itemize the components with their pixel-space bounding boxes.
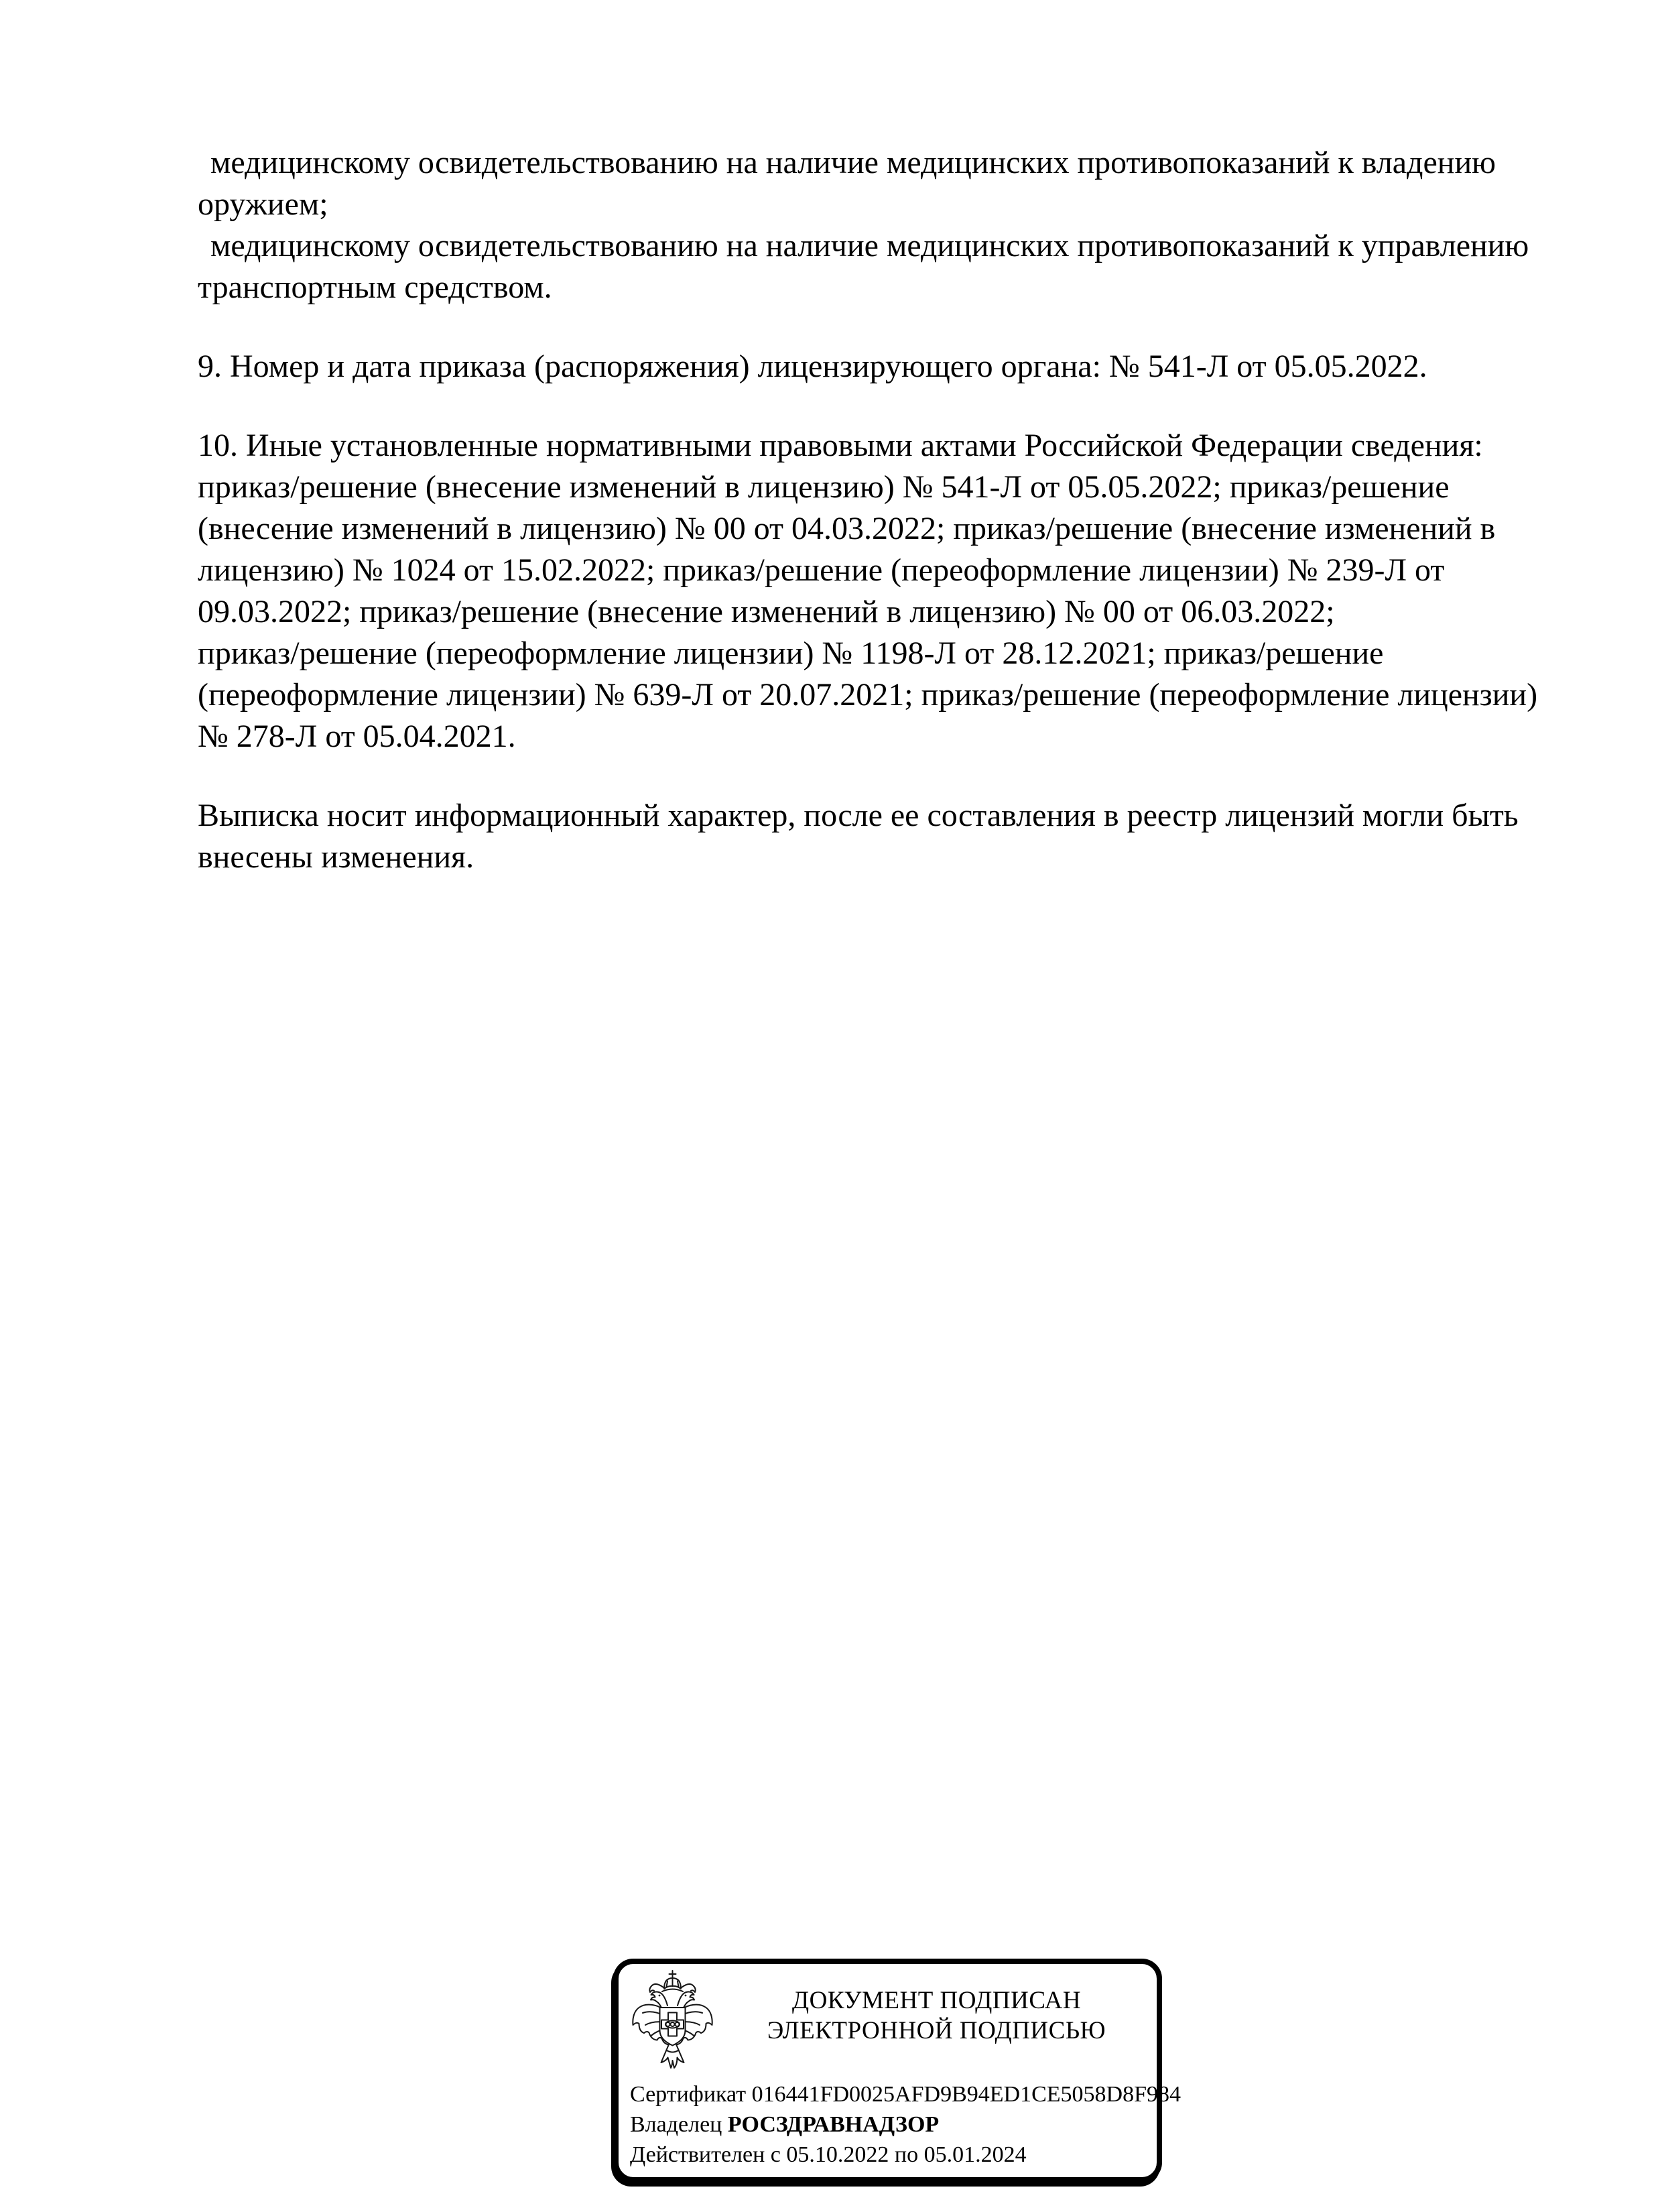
text-line: оружием; <box>198 186 328 222</box>
text-line: 10. Иные установленные нормативными правовыми актами Российской Федерации сведения: <box>198 428 1483 463</box>
certificate-label: Сертификат <box>630 2082 747 2107</box>
certificate-value: 016441FD0025AFD9B94ED1CE5058D8F984 <box>751 2082 1181 2107</box>
validity-row: Действителен с 05.10.2022 по 05.01.2024 <box>630 2142 1027 2167</box>
roszdravnadzor-eagle-icon <box>630 1969 715 2071</box>
stamp-title <box>719 1985 1154 2046</box>
text-line: Выписка носит информационный характер, после ее составления в реестр лицензий могли быть <box>198 798 1519 833</box>
paragraph-item-10 <box>198 425 1582 757</box>
text-line: внесены изменения. <box>198 839 474 875</box>
owner-label: Владелец <box>630 2112 722 2137</box>
stamp-title-line2: ЭЛЕКТРОННОЙ ПОДПИСЬЮ <box>767 2017 1106 2044</box>
text-line: 9. Номер и дата приказа (распоряжения) лицензирующего органа: № 541-Л от 05.05.2022. <box>198 349 1427 384</box>
paragraph-informational-note <box>198 795 1582 878</box>
owner-row <box>630 2109 1150 2140</box>
text-line: (переоформление лицензии) № 639-Л от 20.07.2021; приказ/решение (переоформление лицензии) <box>198 677 1538 713</box>
paragraph-item-9 <box>198 346 1582 387</box>
text-line: медицинскому освидетельствованию на наличие медицинских противопоказаний к управлению <box>210 228 1529 263</box>
text-line: № 278-Л от 05.04.2021. <box>198 719 516 754</box>
stamp-title-line1: ДОКУМЕНТ ПОДПИСАН <box>791 1987 1082 2014</box>
text-line: (внесение изменений в лицензию) № 00 от 04.03.2022; приказ/решение (внесение изменений в <box>198 511 1496 546</box>
owner-value: РОСЗДРАВНАДЗОР <box>727 2112 940 2137</box>
document-body <box>198 142 1582 878</box>
certificate-row <box>630 2079 1181 2109</box>
text-line: приказ/решение (внесение изменений в лицензию) № 541-Л от 05.05.2022; приказ/решение <box>198 469 1450 505</box>
text-line: медицинскому освидетельствованию на наличие медицинских противопоказаний к владению <box>210 145 1496 180</box>
text-line: транспортным средством. <box>198 269 552 305</box>
stamp-info <box>630 2079 1181 2170</box>
text-line: лицензию) № 1024 от 15.02.2022; приказ/решение (переоформление лицензии) № 239-Л от <box>198 552 1445 588</box>
paragraph-medical-certifications <box>198 142 1582 308</box>
text-line: 09.03.2022; приказ/решение (внесение изменений в лицензию) № 00 от 06.03.2022; <box>198 594 1335 629</box>
text-line: приказ/решение (переоформление лицензии) № 1198-Л от 28.12.2021; приказ/решение <box>198 635 1384 671</box>
electronic-signature-stamp <box>613 1959 1181 2183</box>
